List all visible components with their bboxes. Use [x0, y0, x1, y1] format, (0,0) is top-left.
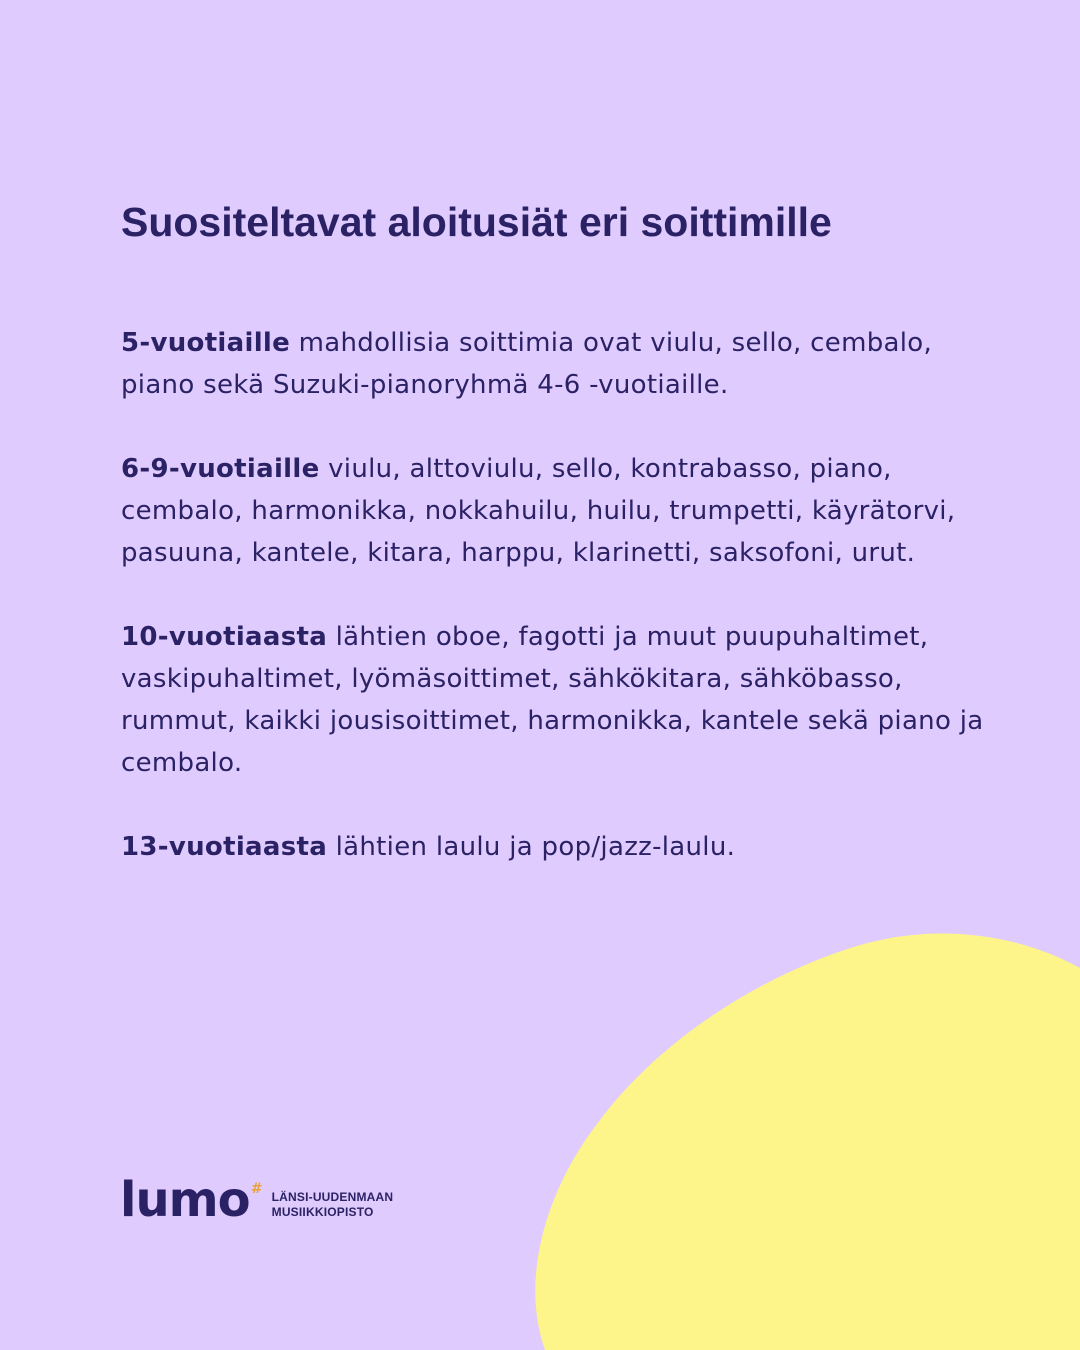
paragraph-text: mahdollisia soittimia ovat viulu, sello, cembalo, piano sekä Suzuki-pianoryhmä 4-6 -vuotiaille.: [121, 328, 933, 400]
logo-line-1: LÄNSI-UUDENMAAN: [271, 1190, 394, 1204]
paragraph-age-5: [121, 322, 1001, 406]
paragraph-text: viulu, alttoviulu, sello, kontrabasso, piano, cembalo, harmonikka, nokkahuilu, huilu, trumpetti, käyrätorvi, pasuuna, kantele, kitara, harppu, klarinetti, saksofoni, urut.: [121, 454, 956, 568]
logo-wordmark: [120, 1172, 262, 1228]
paragraph-age-13: [121, 826, 1001, 868]
paragraph-lead: 6-9-vuotiaille: [121, 454, 320, 484]
main-content: [121, 196, 1001, 910]
paragraph-age-10: [121, 616, 1001, 784]
paragraph-age-6-9: [121, 448, 1001, 574]
logo-wordmark-text: lumo: [120, 1172, 250, 1228]
age-recommendations: [121, 322, 1001, 868]
logo-subtitle: [272, 1190, 394, 1220]
lumo-logo: [120, 1172, 394, 1228]
paragraph-text: lähtien oboe, fagotti ja muut puupuhaltimet, vaskipuhaltimet, lyömäsoittimet, sähkökitara, sähköbasso, rummut, kaikki jousisoittimet, harmonikka, kantele sekä piano ja cembalo.: [121, 622, 984, 778]
paragraph-lead: 10-vuotiaasta: [121, 622, 328, 652]
paragraph-lead: 13-vuotiaasta: [121, 832, 328, 862]
page-title: Suositeltavat aloitusiät eri soittimille: [121, 199, 832, 245]
logo-line-2: MUSIIKKIOPISTO: [271, 1205, 374, 1219]
logo-star-icon: #: [250, 1181, 262, 1197]
blob-shape: [535, 933, 1080, 1350]
paragraph-lead: 5-vuotiaille: [121, 328, 291, 358]
paragraph-text: lähtien laulu ja pop/jazz-laulu.: [327, 832, 736, 862]
